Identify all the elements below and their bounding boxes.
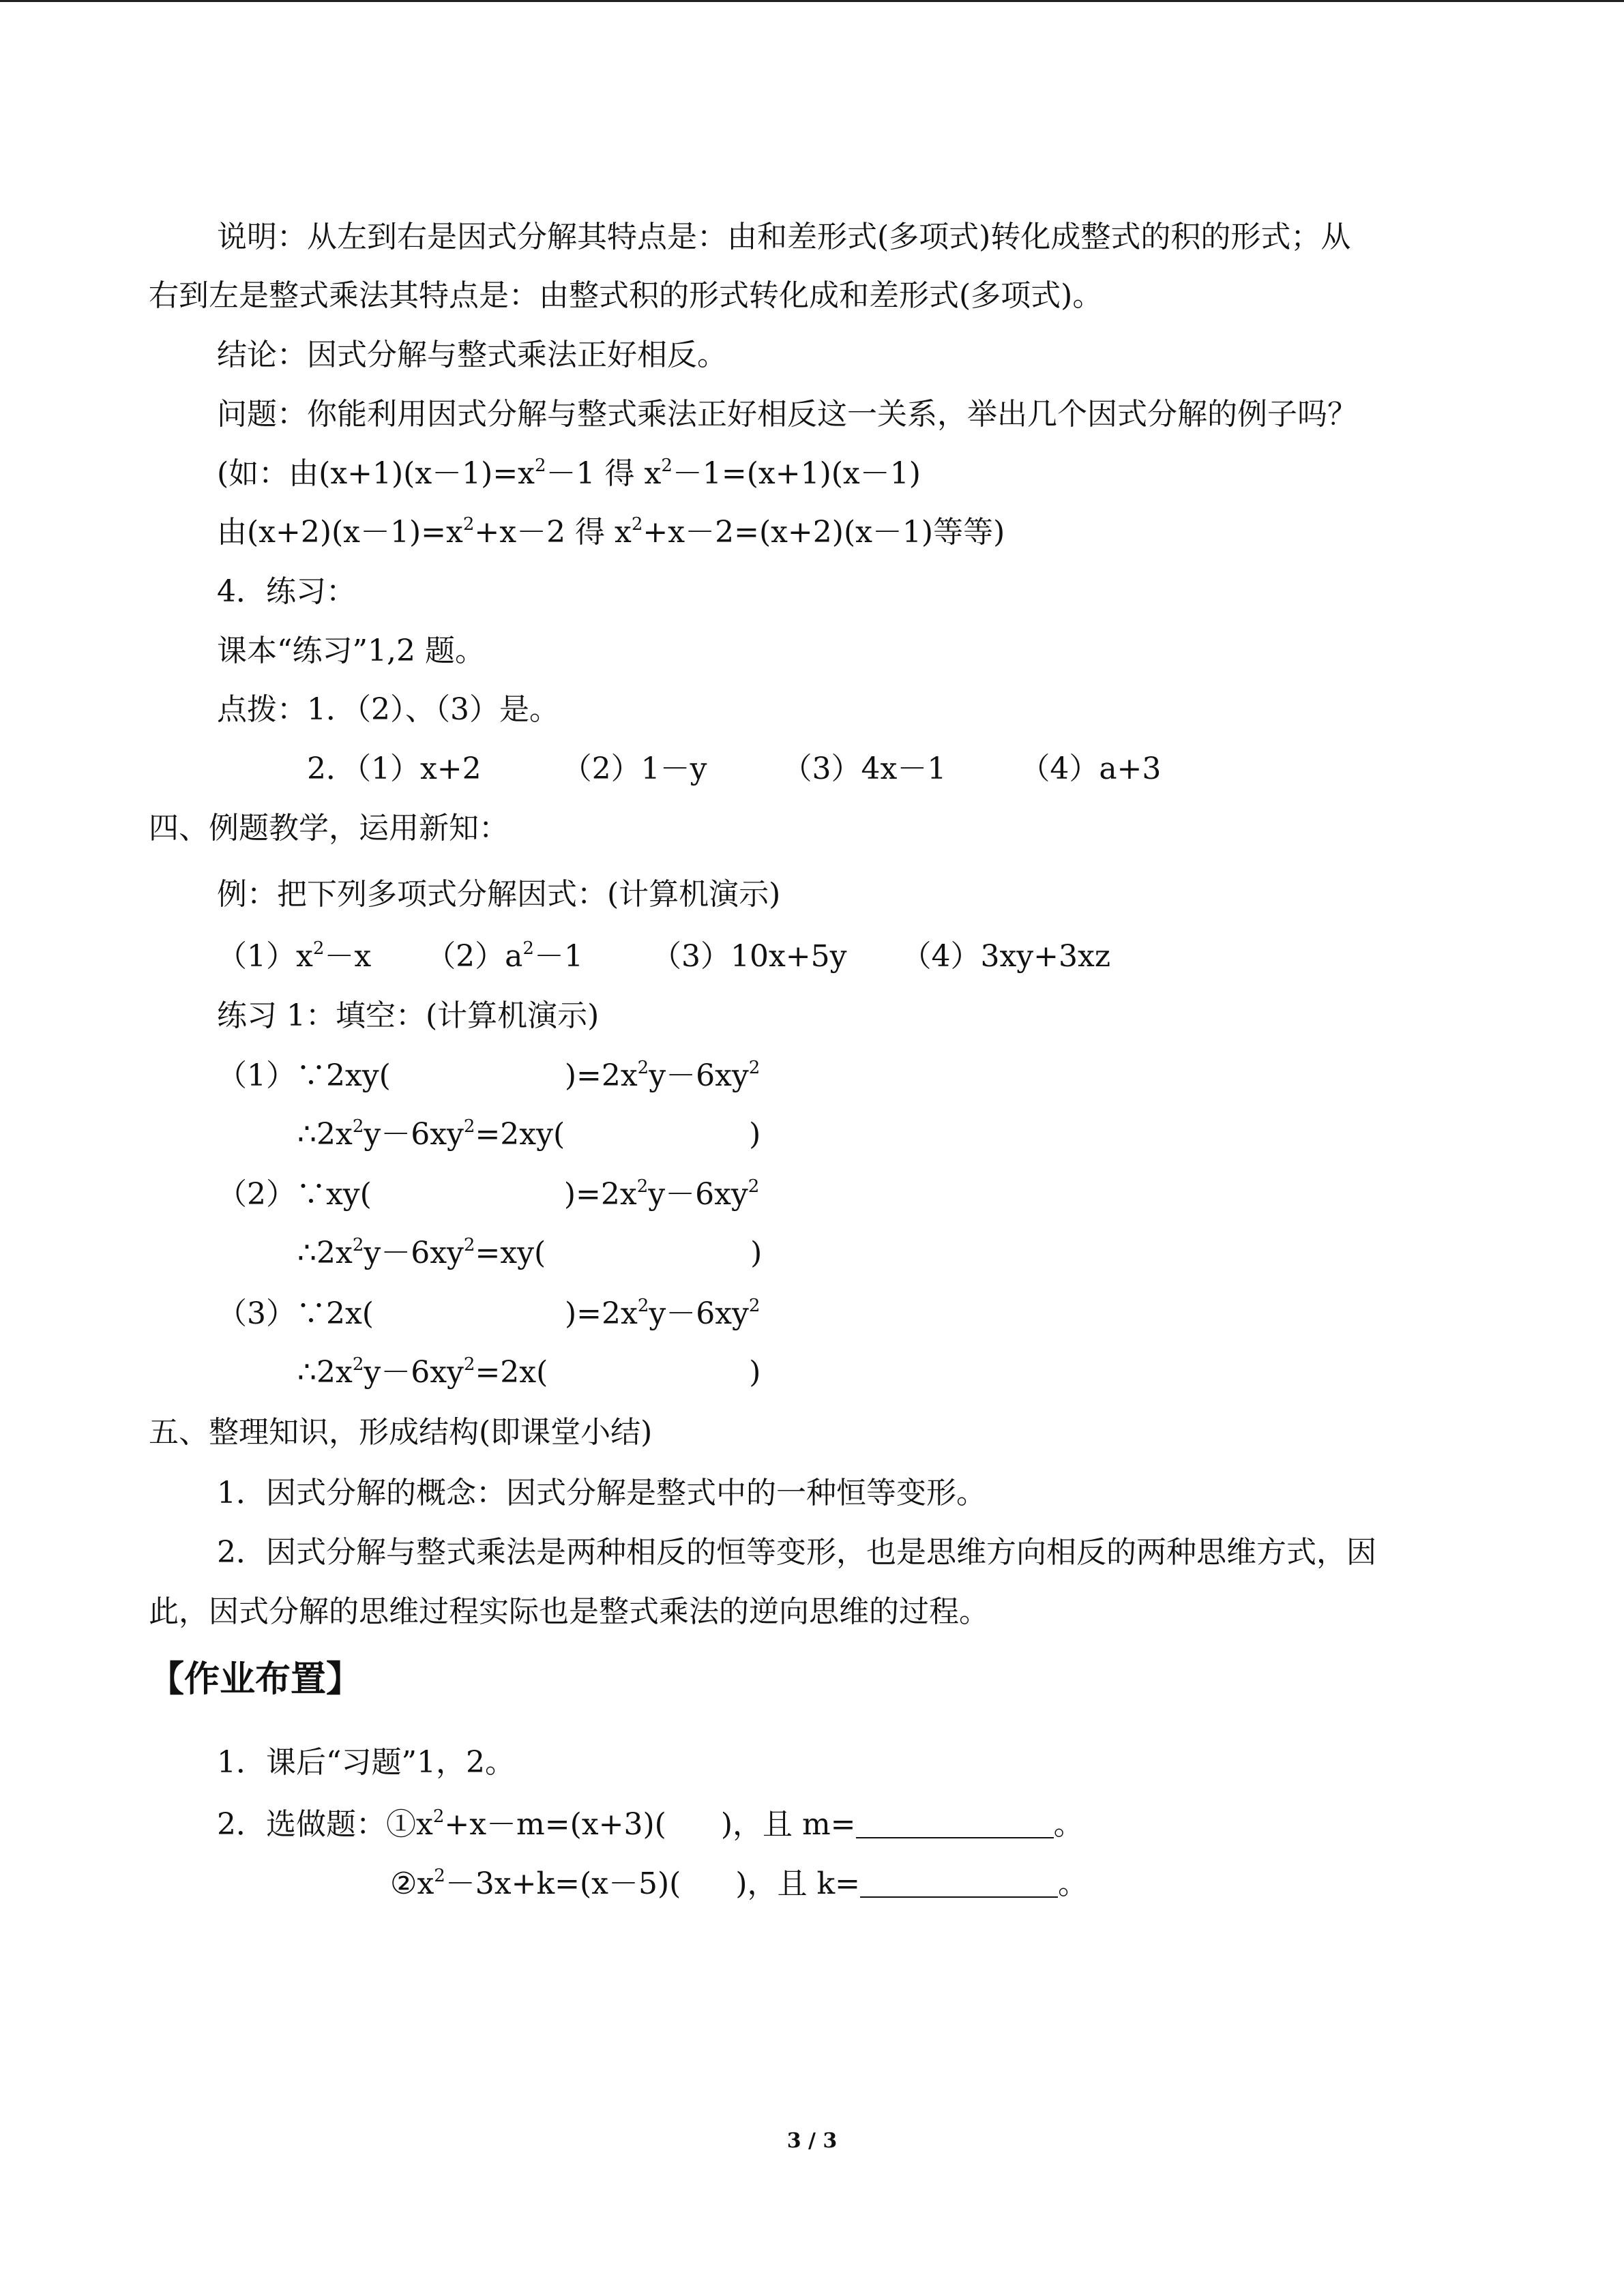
fill-2-therefore: $\therefore 2x^2y-6xy^2=xy$( ) [297,1235,763,1270]
section-4-practice: 4．练习： [217,574,356,609]
summary-2-line-2: 此，因式分解的思维过程实际也是整式乘法的逆向思维的过程。 [149,1594,989,1629]
top-border [0,0,1624,2]
example-items: $(1)x^2-x$ $(2)a^2-1$ （3）10x+5y （4）3xy+3xz [217,938,1111,974]
fill-3-therefore: $\therefore 2x^2y-6xy^2=2x$( ) [297,1354,761,1390]
conclusion: 结论：因式分解与整式乘法正好相反。 [217,338,727,372]
part-5-title: 五、整理知识，形成结构(即课堂小结) [149,1415,653,1450]
textbook-exercise: 课本“练习”1,2 题。 [217,633,485,668]
summary-2-line-1: 2．因式分解与整式乘法是两种相反的恒等变形，也是思维方向相反的两种思维方式，因 [217,1535,1376,1570]
homework-heading: 【作业布置】 [149,1659,362,1700]
hint-line-2: 2．（1）x+2 （2）1－y （3）4x－1 （4）a+3 [307,751,1162,786]
answer-blank-k[interactable] [860,1866,1058,1898]
fill-1-because: （1）∵2xy( )$=2x^2y-6xy^2$ [217,1058,761,1093]
fill-3-because: （3）∵2x( )$=2x^2y-6xy^2$ [217,1296,761,1331]
summary-1: 1．因式分解的概念：因式分解是整式中的一种恒等变形。 [217,1476,986,1510]
question: 问题：你能利用因式分解与整式乘法正好相反这一关系，举出几个因式分解的例子吗？ [217,397,1357,432]
homework-2-item-1: 2．选做题：$①x^2+x-m=(x+3)$( )，且 m= 。 [217,1806,1084,1842]
fill-1-therefore: $\therefore 2x^2y-6xy^2=2xy$( ) [297,1116,761,1152]
fill-2-because: （2）∵xy( )$=2x^2y-6xy^2$ [217,1176,760,1212]
explanation-line-1: 说明：从左到右是因式分解其特点是：由和差形式(多项式)转化成整式的积的形式；从 [217,220,1351,254]
example-line-1: (如：由$(x+1)(x-1)=x^2-1$ 得 $x^2-1=(x+1)(x-1)$ [217,456,921,491]
homework-1: 1．课后“习题”1，2。 [217,1745,515,1780]
example-line-2: 由$(x+2)(x-1)=x^2+x-2$ 得 $x^2+x-2=(x+2)(x-1)$等等) [217,514,1005,550]
page-number: 3 / 3 [786,2129,838,2153]
example-task: 例：把下列多项式分解因式：(计算机演示) [217,877,781,912]
hint-line-1: 点拨：1．（2）、（3）是。 [217,692,559,727]
explanation-line-2: 右到左是整式乘法其特点是：由整式积的形式转化成和差形式(多项式)。 [149,278,1103,313]
part-4-title: 四、例题教学，运用新知： [149,811,509,846]
answer-blank-m[interactable] [856,1807,1054,1838]
practice-1-title: 练习 1：填空：(计算机演示) [217,998,600,1033]
homework-2-item-2: $②x^2-3x+k=(x-5)$( )，且 k= 。 [390,1866,1089,1901]
